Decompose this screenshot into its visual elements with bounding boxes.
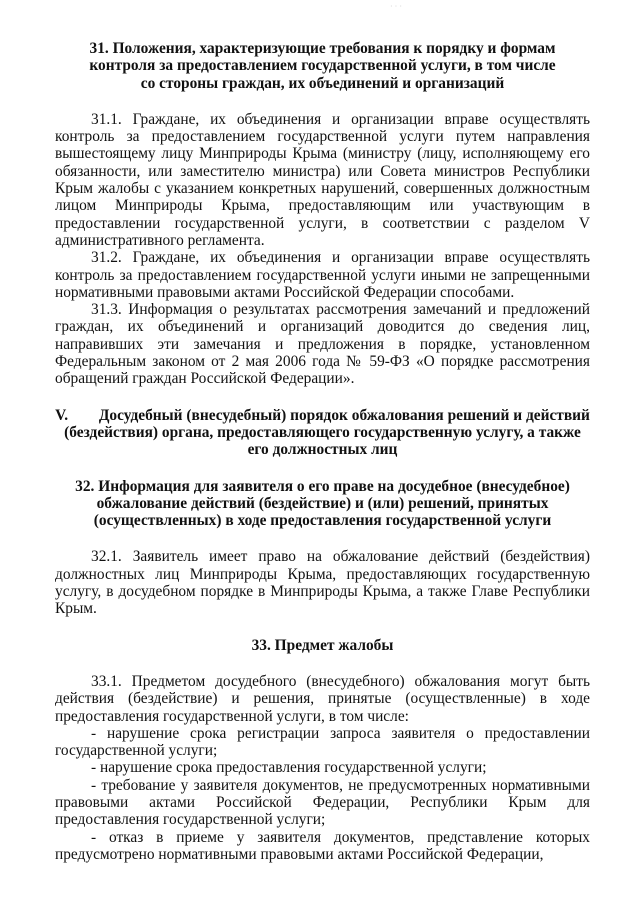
scan-artifact: · · · — [390, 2, 402, 11]
paragraph-32-1: 32.1. Заявитель имеет право на обжалование действий (бездействия) должностных лиц Минприроды Крыма, предоставляющих государственную услугу, в досудебном порядке в Минприроды Крыма, а также Главе Республики Крым. — [55, 548, 590, 618]
list-item: - нарушение срока регистрации запроса заявителя о предоставлении государственной услуги; — [55, 724, 590, 760]
list-item: - нарушение срока предоставления государственной услуги; — [91, 759, 487, 777]
section-33 — [55, 637, 590, 864]
section-32-heading: 32. Информация для заявителя о его праве на досудебное (внесудебное) обжалование действий (бездействие) и (или) решений, принятых (осуществленных) в ходе предоставления государственной услуги — [75, 477, 570, 530]
section-32 — [55, 478, 590, 618]
paragraph-31-2: 31.2. Граждане, их объединения и организации вправе осуществлять контроль за предоставлением государственной услуги иными не запрещенными нормативными правовыми актами Российской Федерации способами. — [55, 249, 590, 301]
paragraph-31-3: 31.3. Информация о результатах рассмотрения замечаний и предложений граждан, их объединений и организаций доводится до сведения лиц, направивших эти замечания и предложения в порядке, установленном Федеральным законом от 2 мая 2006 года № 59-ФЗ «О порядке рассмотрения обращений граждан Российской Федерации». — [55, 301, 590, 388]
section-31-heading: 31. Положения, характеризующие требования к порядку и формам контроля за предоставлением государственной услуги, в том числе со стороны граждан, их объединений и организаций — [89, 40, 556, 92]
document-page — [55, 40, 590, 863]
paragraph-31-1: 31.1. Граждане, их объединения и организации вправе осуществлять контроль за предоставлением государственной услуги путем направления вышестоящему лицу Минприроды Крыма (министру (лицу, исполняющему его обязанности, или заместителю министра) или Совета министров Республики Крым жалобы с указанием конкретных нарушений, совершенных должностным лицом Минприроды Крыма, предоставляющим или участвующим в предоставлении государственной услуги, в соответствии с разделом V административного регламента. — [55, 110, 590, 249]
list-item: - требование у заявителя документов, не предусмотренных нормативными правовыми актами Российской Федерации, Республики Крым для предоставления государственной услуги; — [55, 776, 590, 829]
list-item: - отказ в приеме у заявителя документов, представление которых предусмотрено нормативными правовыми актами Российской Федерации, — [55, 828, 590, 863]
chapter-5-heading: V. Досудебный (внесудебный) порядок обжалования решений и действий (бездействия) органа, предоставляющего государственную услугу, а также его должностных лиц — [55, 406, 590, 459]
paragraph-33-1: 33.1. Предметом досудебного (внесудебного) обжалования могут быть действия (бездействие) и решения, принятые (осуществленные) в ходе предоставления государственной услуги, в том числе: — [55, 672, 590, 725]
section-31 — [55, 40, 590, 388]
section-33-heading: 33. Предмет жалобы — [251, 636, 394, 654]
chapter-5 — [55, 407, 590, 459]
